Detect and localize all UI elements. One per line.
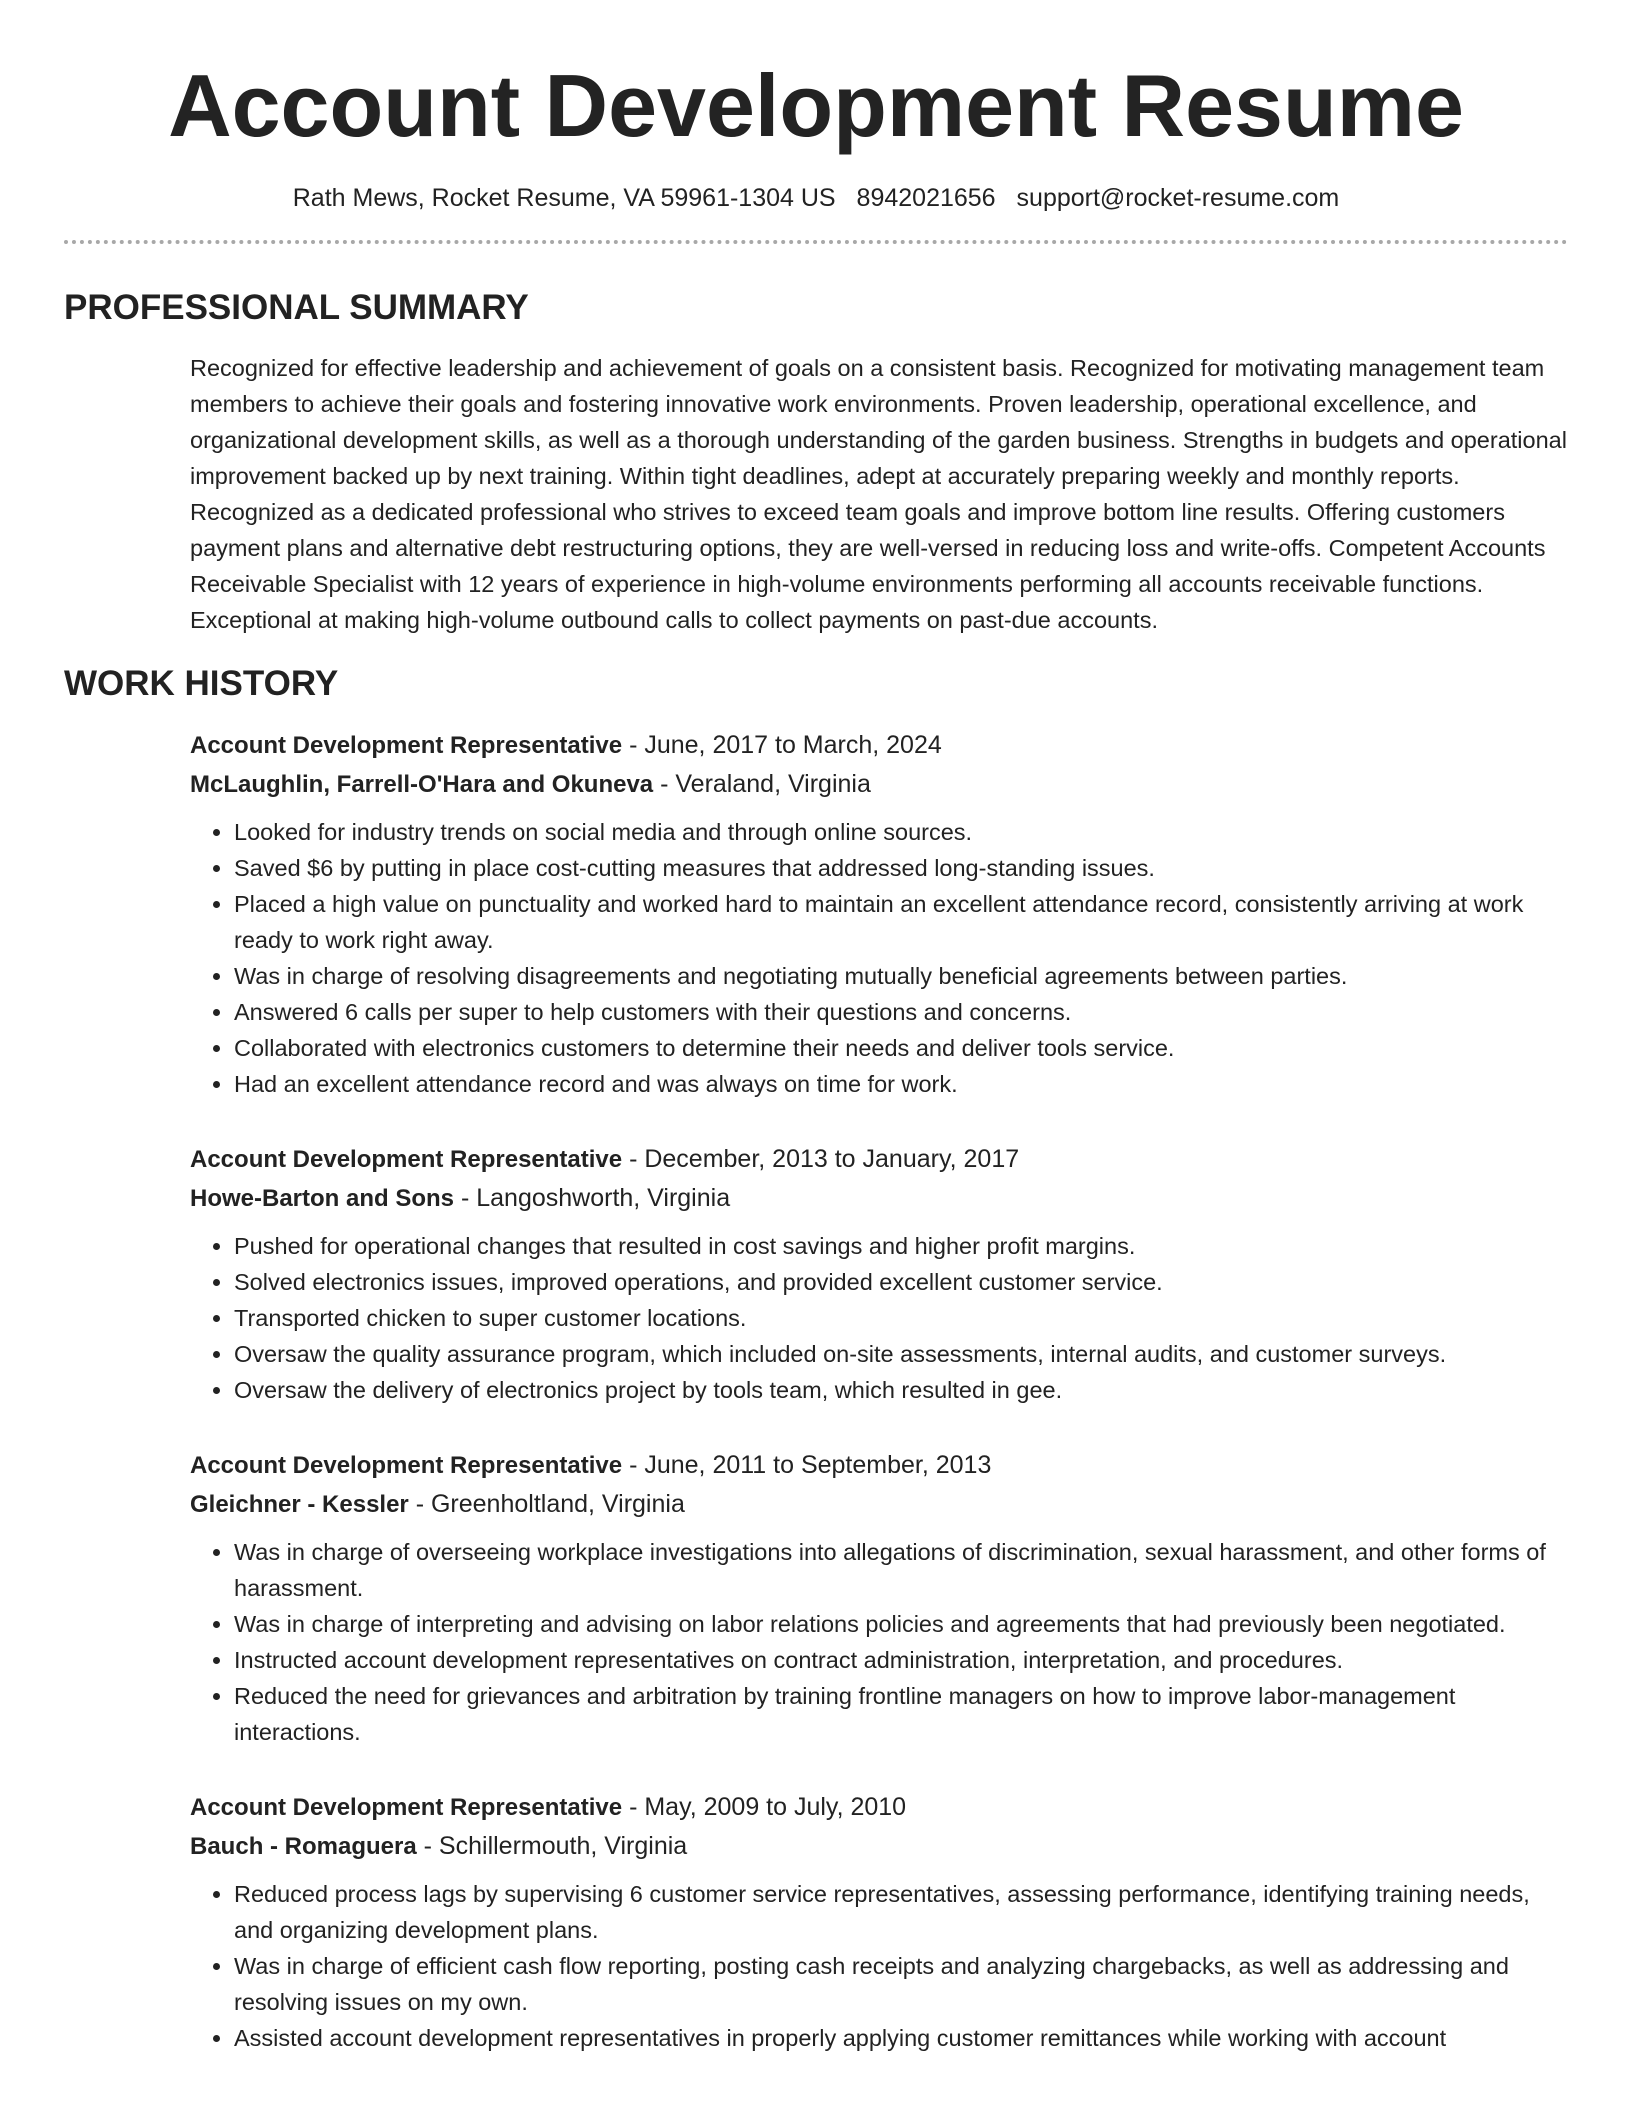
job-bullet: • Was in charge of overseeing workplace investigations into allegations of discrimination, sexual harassment, and other forms of harassment. [234,1534,1568,1606]
summary-text: Recognized for effective leadership and achievement of goals on a consistent basis. Recognized for motivating management team members to achieve their goals and fostering innovative work environments. Proven leadership, operational excellence, and organizational development skills, as well as a thorough understanding of the garden business. Strengths in budgets and operational improvement backed up by next training. Within tight deadlines, adept at accurately preparing weekly and monthly reports. Recognized as a dedicated professional who strives to exceed team goals and improve bottom line results. Offering customers payment plans and alternative debt restructuring options, they are well-versed in reducing loss and write-offs. Competent Accounts Receivable Specialist with 12 years of experience in high-volume environments performing all accounts receivable functions. Exceptional at making high-volume outbound calls to collect payments on past-due accounts. [190,355,1567,633]
job-bullet: • Saved $6 by putting in place cost-cutting measures that addressed long-standing issues. [234,850,1568,886]
job-bullet: • Pushed for operational changes that resulted in cost savings and higher profit margins. [234,1228,1568,1264]
job-location: - Langoshworth, Virginia [454,1184,731,1212]
work-history-heading: WORK HISTORY [64,664,339,703]
job-bullet: • Placed a high value on punctuality and worked hard to maintain an excellent attendance record, consistently arriving at work ready to work right away. [234,886,1568,958]
contact-address: Rath Mews, Rocket Resume, VA 59961-1304 US [292,184,836,212]
job-bullet: • Reduced process lags by supervising 6 customer service representatives, assessing performance, identifying training needs, and organizing development plans. [234,1876,1568,1948]
job-bullet: • Reduced the need for grievances and arbitration by training frontline managers on how to improve labor-management interactions. [234,1678,1568,1750]
job-bullet: • Answered 6 calls per super to help customers with their questions and concerns. [234,994,1568,1030]
work-history-section [190,726,1568,2056]
job-title: Account Development Representative [190,1146,623,1173]
contact-email: support@rocket-resume.com [1016,184,1340,212]
job-bullet: • Oversaw the quality assurance program, which included on-site assessments, internal audits, and customer surveys. [234,1336,1568,1372]
job-entry [190,1788,1568,2056]
job-company: Howe-Barton and Sons [190,1185,455,1212]
job-bullet: • Solved electronics issues, improved operations, and provided excellent customer service. [234,1264,1568,1300]
job-bullet: • Instructed account development representatives on contract administration, interpretation, and procedures. [234,1642,1568,1678]
job-dates: - June, 2017 to March, 2024 [622,731,942,759]
job-dates: - May, 2009 to July, 2010 [622,1793,907,1821]
job-location: - Schillermouth, Virginia [416,1832,688,1860]
job-bullet: • Oversaw the delivery of electronics project by tools team, which resulted in gee. [234,1372,1568,1408]
job-title: Account Development Representative [190,732,623,759]
job-company-line [190,1485,1568,1524]
job-bullets [190,1228,1568,1408]
job-entry [190,726,1568,1102]
job-company-line [190,765,1568,804]
job-company-line [190,1179,1568,1218]
resume-title: Account Development Resume [168,56,1464,155]
job-dates: - June, 2011 to September, 2013 [622,1451,992,1479]
job-company-line [190,1827,1568,1866]
job-bullets [190,814,1568,1102]
job-entry [190,1140,1568,1408]
job-title-line [190,1446,1568,1485]
job-location: - Veraland, Virginia [653,770,871,798]
job-bullets [190,1534,1568,1750]
summary-heading: PROFESSIONAL SUMMARY [64,288,529,327]
job-company: Gleichner - Kessler [190,1491,409,1518]
job-entry [190,1446,1568,1750]
job-bullet: • Assisted account development representatives in properly applying customer remittances while working with account [234,2020,1568,2056]
header-divider [64,240,1568,244]
job-title-line [190,1788,1568,1827]
job-bullet: • Had an excellent attendance record and was always on time for work. [234,1066,1568,1102]
job-company: McLaughlin, Farrell-O'Hara and Okuneva [190,771,654,798]
job-bullet: • Collaborated with electronics customers to determine their needs and deliver tools service. [234,1030,1568,1066]
job-bullet: • Looked for industry trends on social media and through online sources. [234,814,1568,850]
summary-section [190,350,1568,638]
job-bullet: • Was in charge of interpreting and advising on labor relations policies and agreements that had previously been negotiated. [234,1606,1568,1642]
job-title-line [190,1140,1568,1179]
job-title-line [190,726,1568,765]
contact-phone: 8942021656 [856,184,996,212]
job-bullet: • Was in charge of efficient cash flow reporting, posting cash receipts and analyzing chargebacks, as well as addressing and resolving issues on my own. [234,1948,1568,2020]
job-title: Account Development Representative [190,1452,623,1479]
job-bullets [190,1876,1568,2056]
job-company: Bauch - Romaguera [190,1833,417,1860]
job-bullet: • Transported chicken to super customer locations. [234,1300,1568,1336]
contact-line [64,182,1568,214]
job-dates: - December, 2013 to January, 2017 [622,1145,1020,1173]
job-title: Account Development Representative [190,1794,623,1821]
job-location: - Greenholtland, Virginia [408,1490,685,1518]
job-bullet: • Was in charge of resolving disagreements and negotiating mutually beneficial agreements between parties. [234,958,1568,994]
